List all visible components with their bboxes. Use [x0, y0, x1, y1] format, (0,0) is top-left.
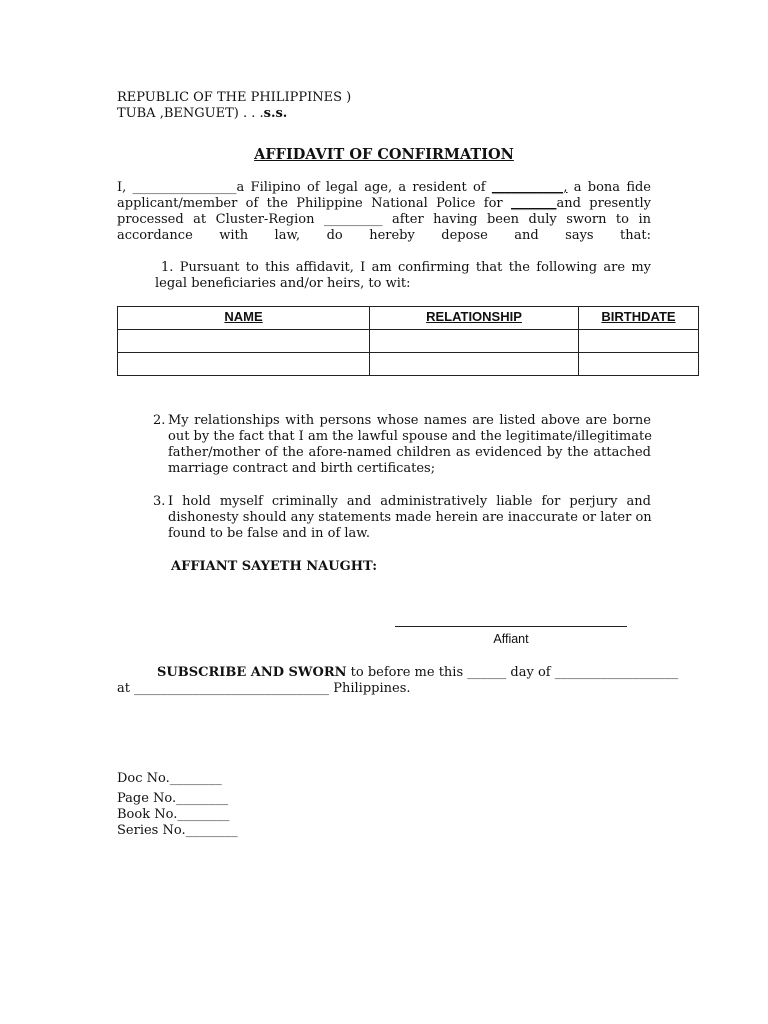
- item-1: [155, 260, 651, 292]
- table-cell[interactable]: [579, 353, 699, 376]
- position-blank: _______: [511, 196, 557, 211]
- intro-line-1: [117, 180, 651, 196]
- doc-no: Doc No.________: [117, 771, 222, 786]
- region-blank: _________: [323, 212, 383, 227]
- intro-text: I,: [117, 180, 127, 195]
- intro-text: processed at Cluster-Region: [117, 212, 315, 227]
- residence-blank: ___________,: [491, 180, 568, 195]
- header-venue: [117, 90, 351, 122]
- intro-text: after having been duly sworn to in: [391, 212, 651, 227]
- col-header-relationship: RELATIONSHIP: [370, 307, 579, 330]
- affiant-signature-line[interactable]: [395, 626, 627, 627]
- item-2-line-3: father/mother of the afore-named children as evidenced by the attached: [168, 445, 651, 460]
- item-1-line-1: 1. Pursuant to this affidavit, I am confirming that the following are my: [161, 260, 651, 275]
- affiant-label: Affiant: [493, 632, 529, 646]
- table-cell[interactable]: [370, 330, 579, 353]
- subscribe-line-1: [157, 665, 678, 681]
- header-ss: s.s.: [263, 106, 288, 121]
- intro-text: a bona fide: [573, 180, 651, 195]
- item-2-line-2: out by the fact that I am the lawful spouse and the legitimate/illegitimate: [168, 429, 652, 444]
- header-tuba: [117, 106, 351, 122]
- subscribe-bold: SUBSCRIBE AND SWORN: [157, 665, 347, 680]
- table-cell[interactable]: [118, 353, 370, 376]
- col-header-name: NAME: [118, 307, 370, 330]
- series-no: Series No.________: [117, 823, 238, 838]
- item-1-line-2: legal beneficiaries and/or heirs, to wit:: [155, 276, 411, 291]
- subscribe-line-2: at ______________________________ Philippines.: [117, 681, 411, 696]
- item-3-line-3: found to be false and in of law.: [168, 526, 371, 541]
- header-republic: REPUBLIC OF THE PHILIPPINES ): [117, 90, 352, 105]
- affiant-sayeth-naught: AFFIANT SAYETH NAUGHT:: [171, 559, 377, 574]
- item-2-line-1: My relationships with persons whose names are listed above are borne: [168, 413, 651, 428]
- intro-line-4: accordance with law, do hereby depose and says that:: [117, 228, 651, 243]
- item-2-line-4: marriage contract and birth certificates;: [168, 461, 436, 476]
- document-title: AFFIDAVIT OF CONFIRMATION: [254, 146, 514, 163]
- name-blank: ________________: [132, 180, 237, 195]
- item-2: [168, 413, 651, 477]
- col-header-birthdate: BIRTHDATE: [579, 307, 699, 330]
- beneficiaries-table: [117, 306, 699, 376]
- intro-line-2: [117, 196, 651, 212]
- table-row: [118, 330, 699, 353]
- table-cell[interactable]: [118, 330, 370, 353]
- intro-line-3: [117, 212, 651, 228]
- table-cell[interactable]: [370, 353, 579, 376]
- page-no: Page No.________: [117, 791, 229, 806]
- item-3-line-2: dishonesty should any statements made herein are inaccurate or later on: [168, 510, 652, 525]
- item-3-line-1: I hold myself criminally and administratively liable for perjury and: [168, 494, 651, 509]
- table-row: [118, 353, 699, 376]
- intro-text: and presently: [556, 196, 651, 211]
- book-no: Book No.________: [117, 807, 230, 822]
- subscribe-text: to before me this ______ day of ___________________: [350, 665, 679, 680]
- table-cell[interactable]: [579, 330, 699, 353]
- header-tuba-text: TUBA ,BENGUET) . . .: [117, 106, 264, 121]
- notary-block: [117, 771, 238, 839]
- table-header-row: [118, 307, 699, 330]
- intro-text: a Filipino of legal age, a resident of: [236, 180, 486, 195]
- intro-paragraph: [117, 180, 651, 244]
- intro-text: applicant/member of the Philippine National Police for: [117, 196, 503, 211]
- item-3: [168, 494, 651, 542]
- item-2-number: 2.: [153, 413, 166, 428]
- item-3-number: 3.: [153, 494, 166, 509]
